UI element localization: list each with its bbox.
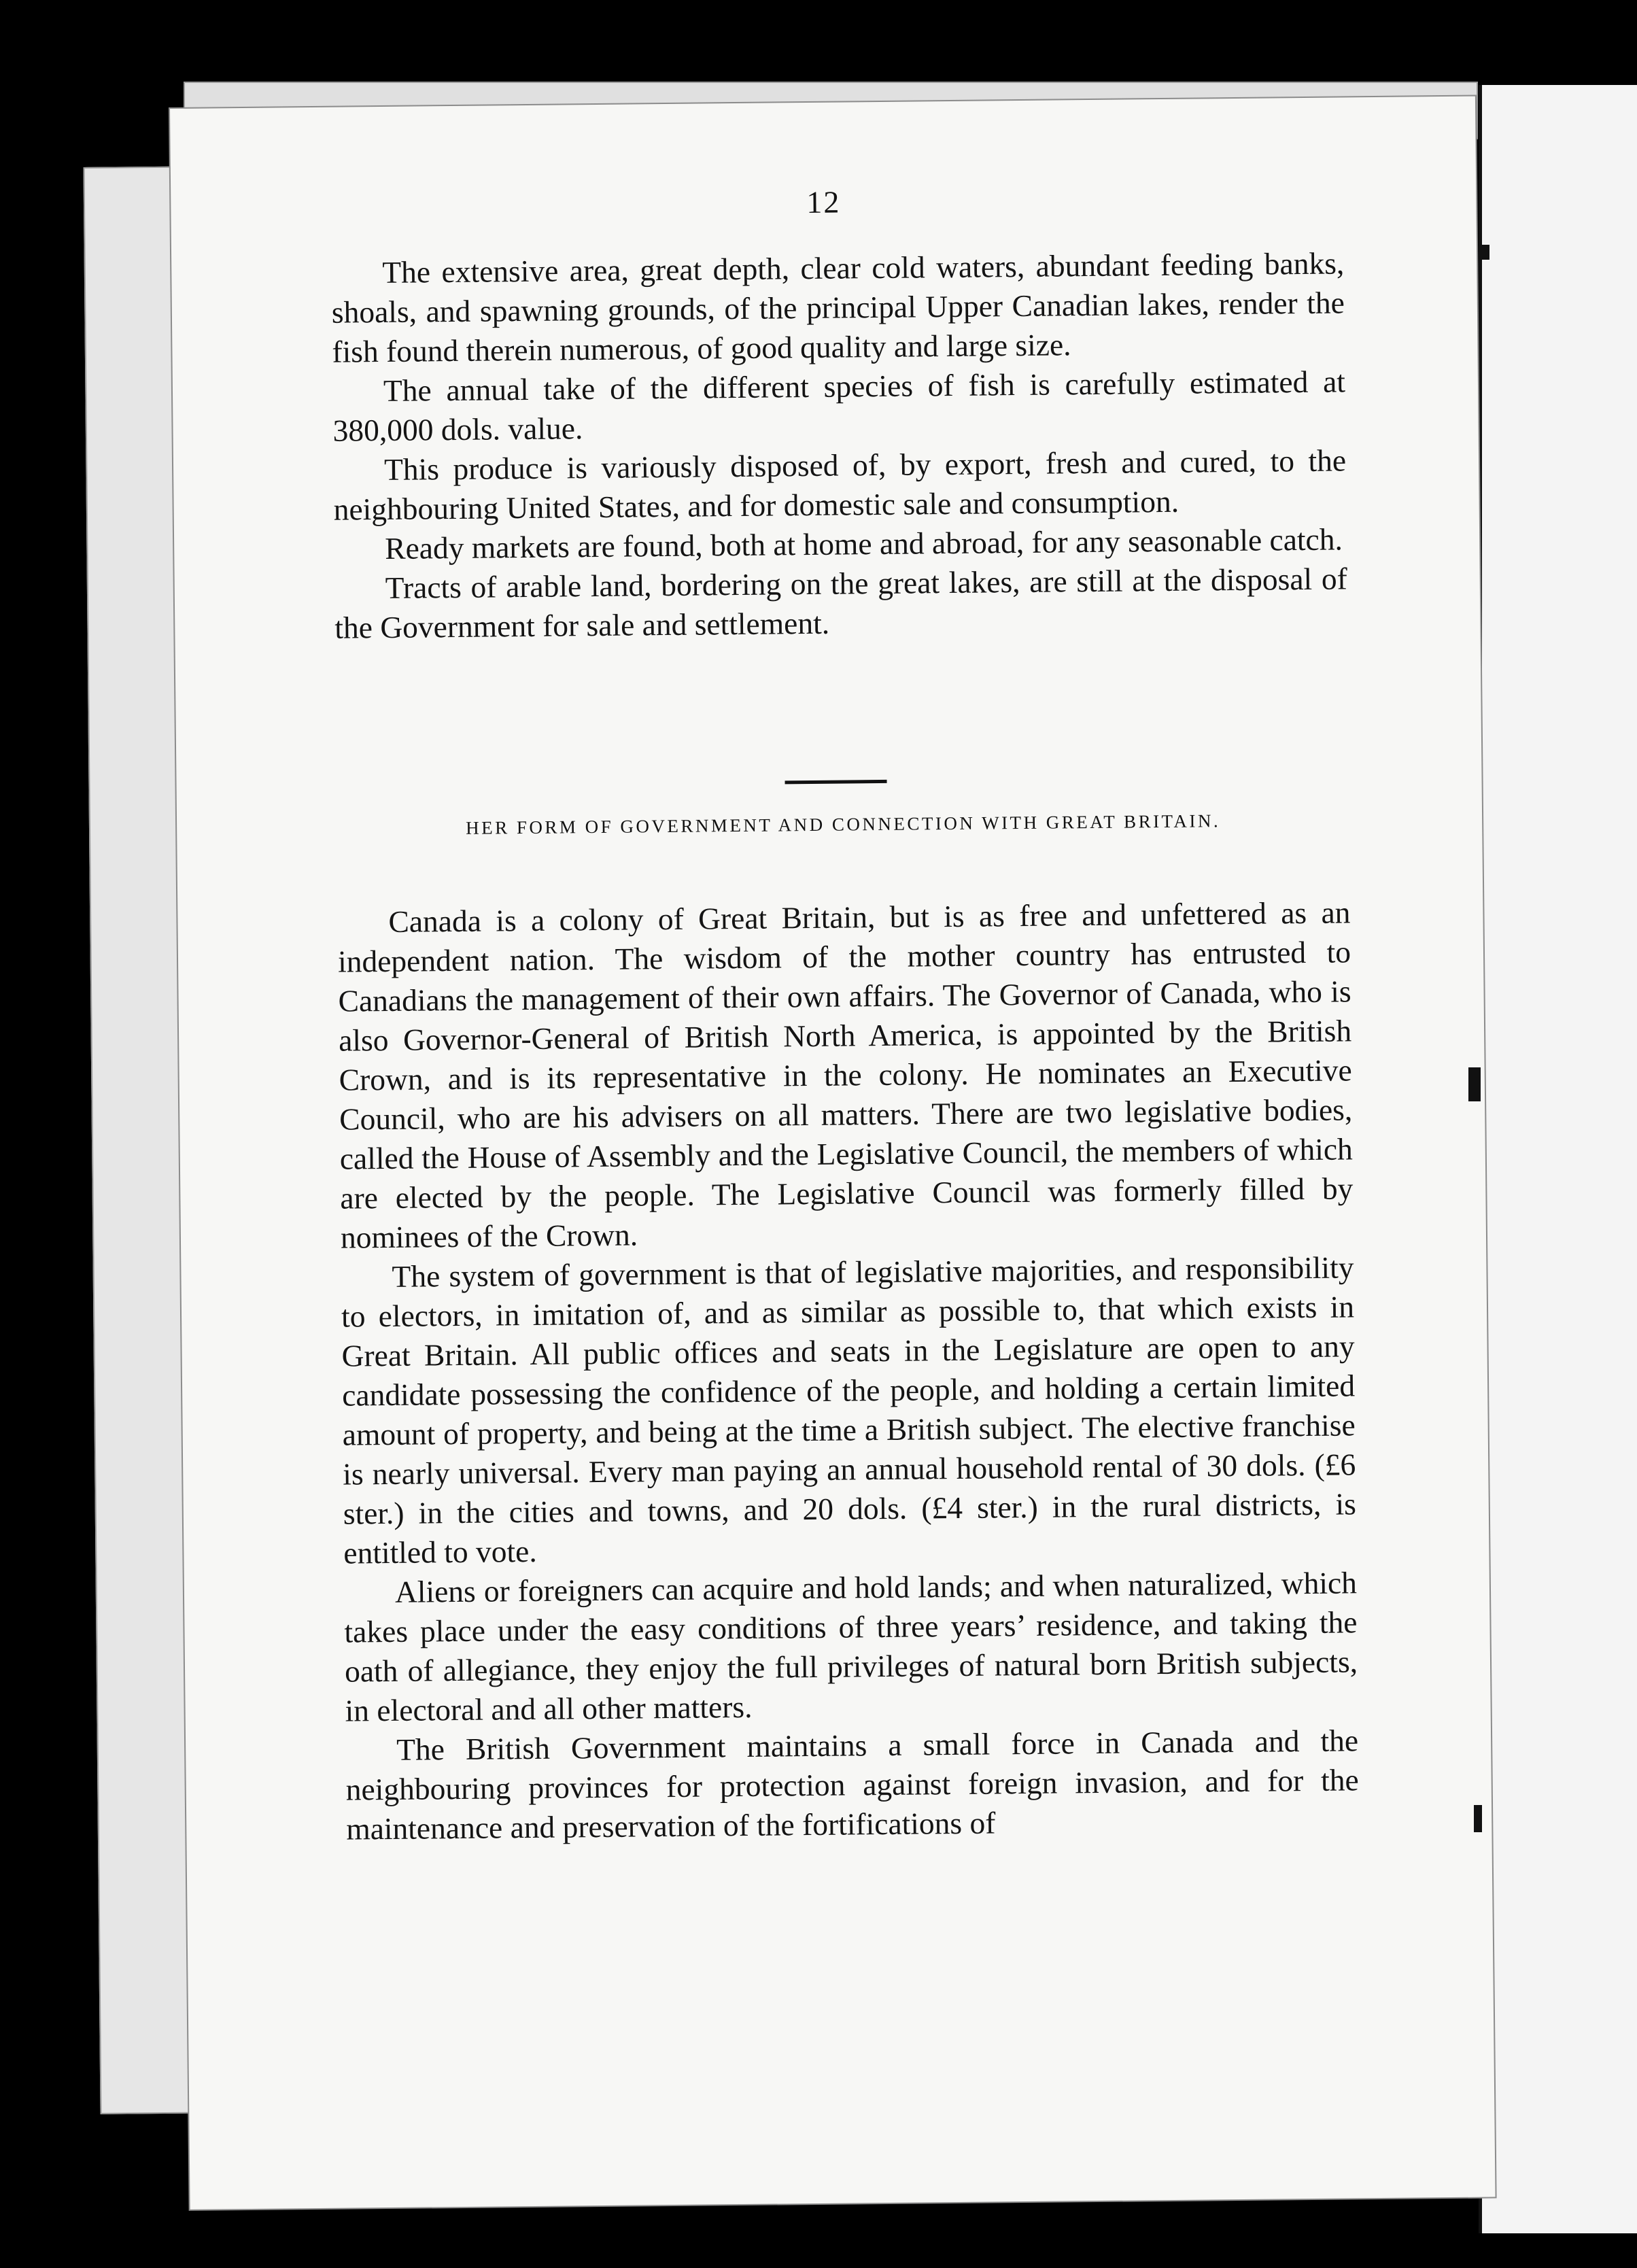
facing-page-edge — [1479, 85, 1637, 2233]
section-fisheries — [331, 243, 1347, 647]
paragraph: The extensive area, great depth, clear cold waters, abundant feeding banks, shoals, and spawning grounds, of the principal Upper Canadian lakes, render the fish found therein numerous, of good quality and large size. — [331, 245, 1345, 369]
scan-speck — [1479, 245, 1489, 260]
paragraph: Tracts of arable land, bordering on the great lakes, are still at the disposal of the Government for sale and settlement. — [334, 561, 1347, 645]
book-page — [170, 97, 1496, 2210]
scan-speck — [1468, 1067, 1481, 1101]
paragraph: Canada is a colony of Great Britain, but is as free and unfettered as an independent nation. The wisdom of the mother country has entrusted to Canadians the management of their own affairs. The Governor of Canada, who is also Governor-General of British North America, is appointed by the British Crown, and is its representative in the colony. He nominates an Executive Council, who are his advisers on all matters. There are two legislative bodies, called the House of Assembly and the Legislative Council, the members of which are elected by the people. The Legislative Council was formerly filled by nominees of the Crown. — [337, 895, 1354, 1255]
paragraph: Aliens or foreigners can acquire and hold lands; and when naturalized, which takes place under the easy conditions of three years’ residence, and taking the oath of allegiance, they enjoy the full privileges of natural born British subjects, in electoral and all other matters. — [344, 1565, 1358, 1728]
paragraph: The annual take of the different species of fish is carefully estimated at 380,000 dols. value. — [332, 364, 1346, 448]
scan-speck — [1474, 1805, 1482, 1832]
section-heading: HER FORM OF GOVERNMENT AND CONNECTION WITH GREAT BRITAIN. — [465, 810, 1221, 838]
section-divider-rule — [785, 780, 887, 784]
page-number: 12 — [806, 184, 841, 220]
paragraph: Ready markets are found, both at home and abroad, for any seasonable catch. — [384, 521, 1343, 566]
section-government — [337, 893, 1359, 1849]
paragraph: This produce is variously disposed of, by export, fresh and cured, to the neighbouring United States, and for domestic sale and consumption. — [333, 443, 1347, 527]
paragraph: The British Government maintains a small force in Canada and the neighbouring provinces for protection against foreign invasion, and for the maintenance and preservation of the fortifications of — [345, 1723, 1359, 1846]
paragraph: The system of government is that of legislative majorities, and responsibility to electors, in imitation of, and as similar as possible to, that which exists in Great Britain. All public offices and seats in the Legislature are open to any candidate possessing the confidence of the people, and holding a certain limited amount of property, and being at the time a British subject. The elective franchise is nearly universal. Every man paying an annual household rental of 30 dols. (£6 ster.) in the cities and towns, and 20 dols. (£4 ster.) in the rural districts, is entitled to vote. — [341, 1250, 1357, 1570]
